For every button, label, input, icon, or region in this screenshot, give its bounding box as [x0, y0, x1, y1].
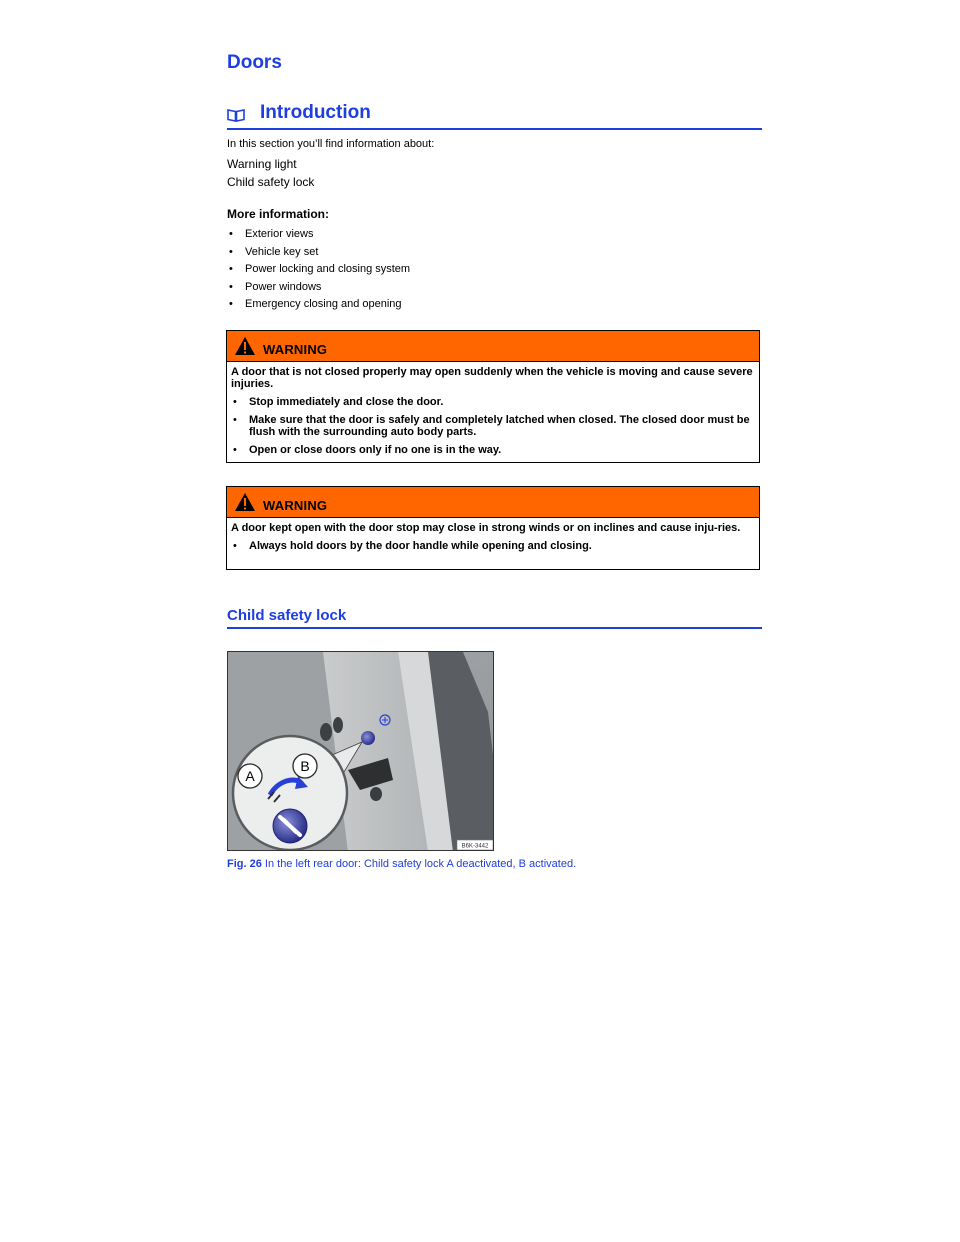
- warning-label: WARNING: [263, 342, 328, 357]
- warning-header: [227, 331, 759, 362]
- label-a: A: [245, 768, 255, 784]
- more-info-vehicle-key-set[interactable]: • Vehicle key set: [227, 244, 727, 262]
- topic-list: [227, 155, 314, 191]
- introduction-heading: [227, 102, 762, 130]
- warning-body: [227, 362, 759, 456]
- more-info-power-locking[interactable]: • Power locking and closing system: [227, 261, 727, 279]
- figure-code: B6K-3442: [461, 843, 489, 850]
- warning-box-2: [226, 486, 760, 570]
- figure-child-safety-lock: [227, 651, 494, 851]
- topic-warning-light: Warning light: [227, 157, 297, 171]
- warning-header: [227, 487, 759, 518]
- figure-caption: [227, 858, 576, 870]
- warning-box-1: [226, 330, 760, 463]
- warning-bullet: • Open or close doors only if no one is in the way.: [231, 444, 755, 456]
- warning-text: A door kept open with the door stop may close in strong winds or on inclines and cause inju-ries.: [231, 522, 741, 534]
- section-title: Doors: [227, 52, 282, 73]
- child-safety-lock-title: Child safety lock: [227, 607, 347, 624]
- introduction-title: Introduction: [260, 102, 371, 123]
- book-icon: [227, 108, 245, 122]
- warning-label: WARNING: [263, 498, 328, 513]
- child-safety-lock-heading: [227, 607, 762, 629]
- warning-bullet: • Stop immediately and close the door.: [231, 396, 755, 408]
- figure-caption-text: In the left rear door: Child safety lock A deactivated, B activated.: [264, 858, 577, 870]
- more-info-label: More information:: [227, 207, 329, 221]
- warning-bullet: • Make sure that the door is safely and completely latched when closed. The closed door must be flush with the surrounding auto body parts.: [231, 414, 755, 438]
- warning-triangle-icon: [234, 492, 256, 512]
- label-b: B: [300, 758, 310, 774]
- intro-text: In this section you’ll find information about:: [227, 138, 435, 150]
- figure-number: Fig. 26: [227, 858, 262, 870]
- topic-child-safety-lock: Child safety lock: [227, 175, 315, 189]
- door-illustration: [228, 652, 494, 851]
- more-info-exterior-views[interactable]: • Exterior views: [227, 226, 727, 244]
- warning-bullet: • Always hold doors by the door handle while opening and closing.: [231, 540, 755, 552]
- more-info-list: [227, 226, 727, 314]
- warning-triangle-icon: [234, 336, 256, 356]
- more-info-emergency-closing[interactable]: • Emergency closing and opening: [227, 296, 727, 314]
- more-info-power-windows[interactable]: • Power windows: [227, 279, 727, 297]
- warning-text: A door that is not closed properly may open suddenly when the vehicle is moving and cause severe injuries.: [231, 366, 753, 390]
- warning-body: [227, 518, 759, 552]
